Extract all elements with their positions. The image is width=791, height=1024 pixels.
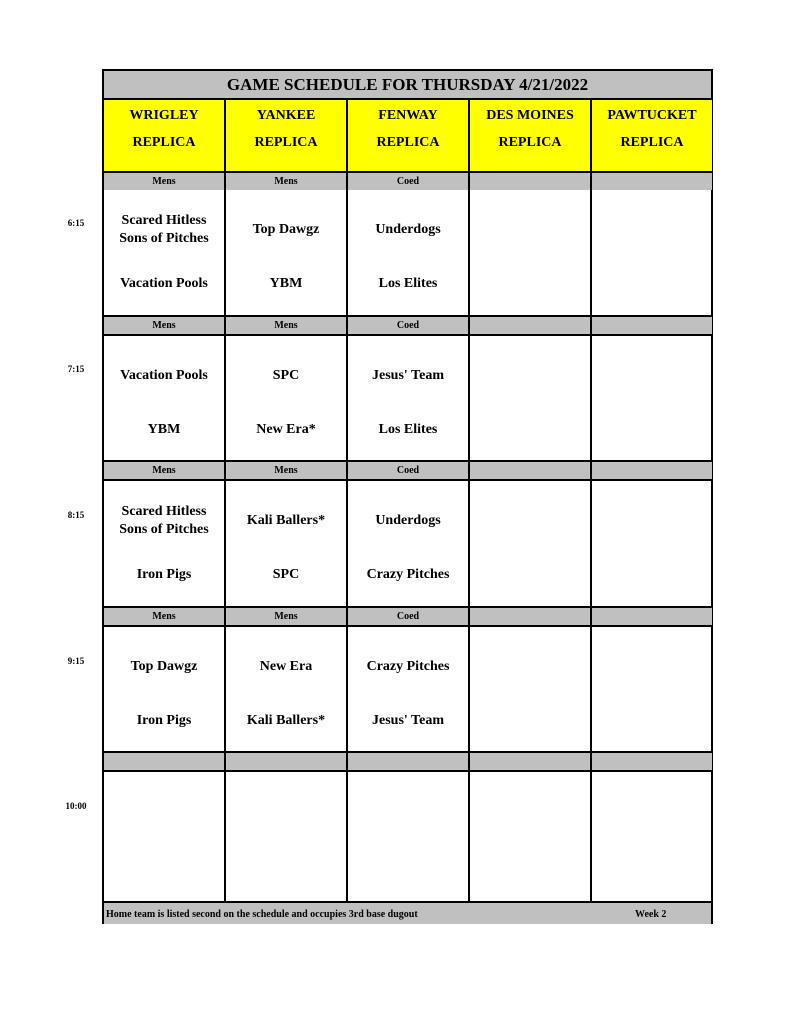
away-team: Vacation Pools xyxy=(120,368,208,383)
field-header-3 xyxy=(348,100,468,171)
home-team: SPC xyxy=(272,567,300,582)
week-label: Week 2 xyxy=(635,909,667,920)
away-team: Crazy Pitches xyxy=(366,659,450,674)
division-label xyxy=(592,317,712,334)
division-label xyxy=(470,173,590,190)
field-subtitle: REPLICA xyxy=(620,135,684,150)
division-label: Mens xyxy=(104,173,224,190)
field-header-5 xyxy=(592,100,712,171)
away-team: Scared Hitless Sons of Pitches xyxy=(119,213,209,246)
row-divider xyxy=(104,625,711,627)
away-team: Kali Ballers* xyxy=(246,513,326,528)
division-label xyxy=(592,608,712,625)
division-label xyxy=(470,317,590,334)
division-label: Mens xyxy=(104,608,224,625)
field-name: FENWAY xyxy=(378,108,438,123)
home-team: Crazy Pitches xyxy=(366,567,450,582)
field-subtitle: REPLICA xyxy=(254,135,318,150)
schedule-title: GAME SCHEDULE FOR THURSDAY 4/21/2022 xyxy=(104,71,711,100)
home-team-note: Home team is listed second on the schedule and occupies 3rd base dugout xyxy=(106,909,418,920)
time-label: 10:00 xyxy=(65,801,87,811)
division-label xyxy=(348,753,468,770)
time-label: 7:15 xyxy=(67,364,85,374)
field-subtitle: REPLICA xyxy=(376,135,440,150)
home-team: Vacation Pools xyxy=(120,276,208,291)
row-divider xyxy=(104,334,711,336)
field-name: WRIGLEY xyxy=(129,108,199,123)
away-team: Scared Hitless Sons of Pitches xyxy=(119,504,209,537)
division-label: Mens xyxy=(226,462,346,479)
field-header-4 xyxy=(470,100,590,171)
home-team: YBM xyxy=(147,422,181,437)
division-label: Coed xyxy=(348,608,468,625)
away-team: Underdogs xyxy=(375,513,441,528)
column-divider xyxy=(224,98,226,901)
row-divider xyxy=(104,479,711,481)
division-label xyxy=(470,753,590,770)
home-team: Los Elites xyxy=(378,276,438,291)
division-label: Mens xyxy=(226,608,346,625)
field-subtitle: REPLICA xyxy=(498,135,562,150)
field-header-1 xyxy=(104,100,224,171)
field-header-2 xyxy=(226,100,346,171)
division-label: Coed xyxy=(348,317,468,334)
home-team: Iron Pigs xyxy=(136,567,192,582)
time-label: 6:15 xyxy=(67,218,85,228)
division-label xyxy=(104,753,224,770)
division-label: Mens xyxy=(104,317,224,334)
home-team: New Era* xyxy=(256,422,316,437)
away-team: Top Dawgz xyxy=(130,659,198,674)
away-team: Top Dawgz xyxy=(252,222,320,237)
field-name: PAWTUCKET xyxy=(607,108,697,123)
column-divider xyxy=(590,98,592,901)
time-label: 8:15 xyxy=(67,510,85,520)
column-divider xyxy=(346,98,348,901)
field-subtitle: REPLICA xyxy=(132,135,196,150)
division-label: Mens xyxy=(226,317,346,334)
footer-bar xyxy=(104,901,711,924)
home-team: YBM xyxy=(269,276,303,291)
division-label xyxy=(592,462,712,479)
time-label: 9:15 xyxy=(67,656,85,666)
home-team: Jesus' Team xyxy=(372,713,444,728)
home-team: Iron Pigs xyxy=(136,713,192,728)
field-name: YANKEE xyxy=(256,108,316,123)
away-team: Jesus' Team xyxy=(372,368,444,383)
schedule-sheet xyxy=(102,69,713,924)
division-label xyxy=(226,753,346,770)
division-label xyxy=(470,608,590,625)
away-team: Underdogs xyxy=(375,222,441,237)
away-team: New Era xyxy=(259,659,313,674)
column-divider xyxy=(468,98,470,901)
division-label xyxy=(470,462,590,479)
division-label xyxy=(592,753,712,770)
away-team: SPC xyxy=(272,368,300,383)
field-name: DES MOINES xyxy=(486,108,574,123)
home-team: Kali Ballers* xyxy=(246,713,326,728)
division-label: Mens xyxy=(104,462,224,479)
home-team: Los Elites xyxy=(378,422,438,437)
division-label xyxy=(592,173,712,190)
division-label: Mens xyxy=(226,173,346,190)
division-label: Coed xyxy=(348,173,468,190)
row-divider xyxy=(104,770,711,772)
division-label: Coed xyxy=(348,462,468,479)
